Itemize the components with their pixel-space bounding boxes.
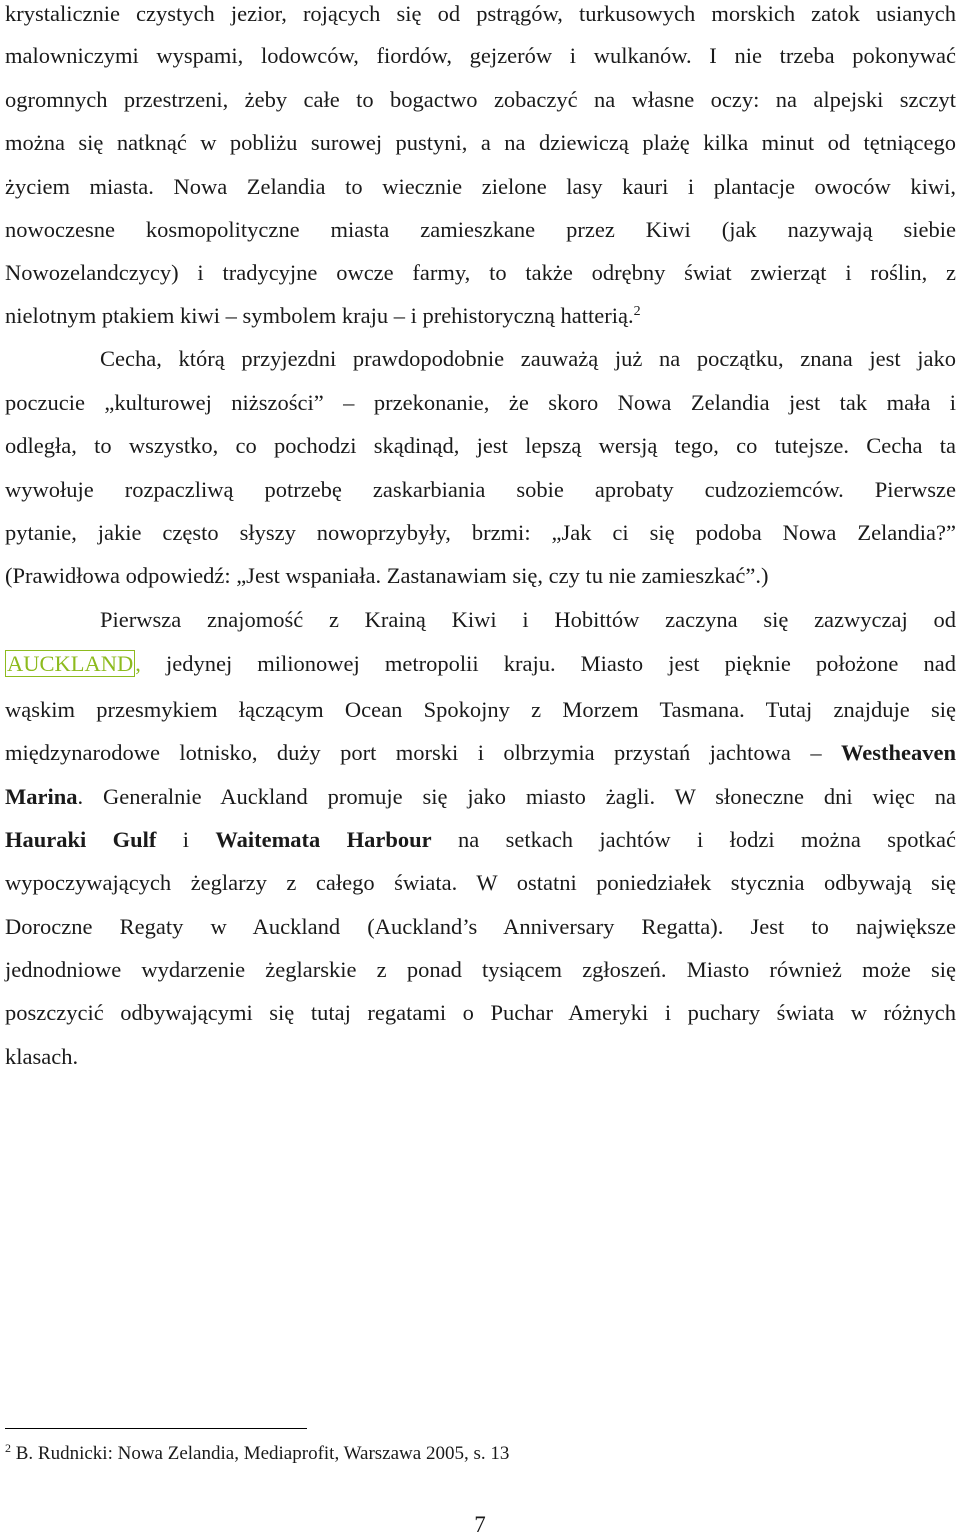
text-line: poszczycić odbywającymi się tutaj regatami o Puchar Ameryki i puchary świata w różnych <box>5 1000 956 1025</box>
text-line: ogromnych przestrzeni, żeby całe to bogactwo zobaczyć na własne oczy: na alpejski szczyt <box>5 87 956 112</box>
text-line: Nowozelandczycy) i tradycyjne owcze farmy, to także odrębny świat zwierząt i roślin, z <box>5 260 956 285</box>
text-line: wypoczywających żeglarzy z całego świata. W ostatni poniedziałek stycznia odbywają się <box>5 870 956 895</box>
paragraph-first-line: Cecha, którą przyjezdni prawdopodobnie zauważą już na początku, znana jest jako <box>100 346 956 371</box>
text-line: klasach. <box>5 1044 79 1069</box>
text-line: jednodniowe wydarzenie żeglarskie z ponad tysiącem zgłoszeń. Miasto również może się <box>5 957 956 982</box>
footnote-marker: 2 <box>633 304 641 319</box>
text-line: pytanie, jakie często słyszy nowoprzybyły, brzmi: „Jak ci się podoba Nowa Zelandia?” <box>5 520 956 545</box>
text-line: wywołuje rozpaczliwą potrzebę zaskarbiania sobie aprobaty cudzoziemców. Pierwsze <box>5 477 956 502</box>
text-line: AUCKLAND, jedynej milionowej metropolii kraju. Miasto jest pięknie położone nad <box>7 651 956 676</box>
bold-term: Hauraki Gulf <box>5 827 157 852</box>
text-line: życiem miasta. Nowa Zelandia to wiecznie zielone lasy kauri i plantacje owoców kiwi, <box>5 174 956 199</box>
page-number: 7 <box>474 1512 486 1537</box>
bold-term: Marina <box>5 784 78 809</box>
text-line: nielotnym ptakiem kiwi – symbolem kraju – i prehistoryczną hatterią.$^2$ <box>5 303 641 328</box>
auckland-link[interactable]: AUCKLAND <box>7 651 134 676</box>
text-line: poczucie „kulturowej niższości” – przekonanie, że skoro Nowa Zelandia jest tak mała i <box>5 390 956 415</box>
text-line: odległa, to wszystko, co pochodzi skądinąd, jest lepszą wersją tego, co tutejsze. Cecha ta <box>5 433 956 458</box>
text-line: (Prawidłowa odpowiedź: „Jest wspaniała. Zastanawiam się, czy tu nie zamieszkać”.) <box>5 563 769 588</box>
bold-term: Westheaven <box>841 740 956 765</box>
text-line: można się natknąć w pobliżu surowej pustyni, a na dziewiczą plażę kilka minut od tętniącego <box>5 130 956 155</box>
paragraph-first-line: Pierwsza znajomość z Krainą Kiwi i Hobittów zaczyna się zazwyczaj od <box>100 607 956 632</box>
text-line: Marina. Generalnie Auckland promuje się jako miasto żagli. W słoneczne dni więc na <box>5 784 956 809</box>
text-line: Hauraki Gulf i Waitemata Harbour na setkach jachtów i łodzi można spotkać <box>5 827 956 852</box>
text-line: krystalicznie czystych jezior, rojących się od pstrągów, turkusowych morskich zatok usianych <box>5 1 956 26</box>
footnote-separator <box>5 1428 307 1429</box>
text-line: wąskim przesmykiem łączącym Ocean Spokojny z Morzem Tasmana. Tutaj znajduje się <box>5 697 956 722</box>
text-line: Doroczne Regaty w Auckland (Auckland’s Anniversary Regatta). Jest to największe <box>5 914 956 939</box>
text-line: malowniczymi wyspami, lodowców, fiordów, gejzerów i wulkanów. I nie trzeba pokonywać <box>5 43 956 68</box>
footnote-number: 2 <box>5 1441 11 1455</box>
text-line: nowoczesne kosmopolityczne miasta zamieszkane przez Kiwi (jak nazywają siebie <box>5 217 956 242</box>
bold-term: Waitemata Harbour <box>215 827 432 852</box>
footnote: $^2$ B. Rudnicki: Nowa Zelandia, Mediaprofit, Warszawa 2005, s. 13 <box>5 1441 510 1464</box>
text-line: międzynarodowe lotnisko, duży port morski i olbrzymia przystań jachtowa – Westheaven <box>5 740 956 765</box>
